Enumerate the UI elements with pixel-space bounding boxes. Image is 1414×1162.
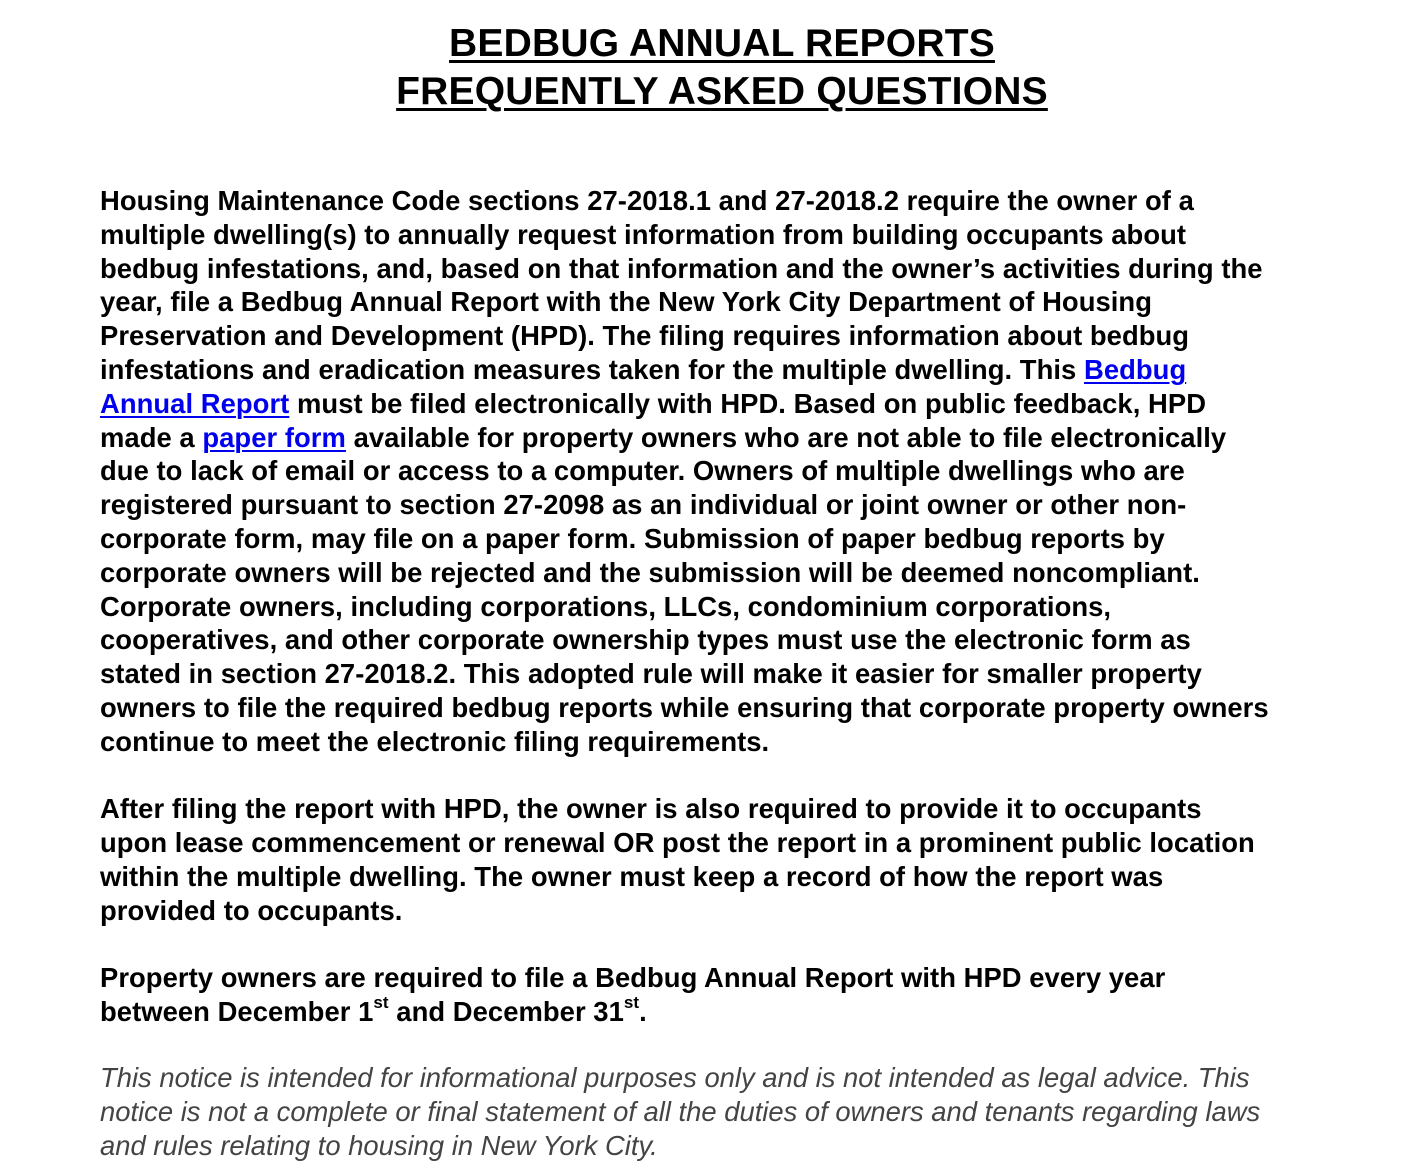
text-segment: between December 1 (100, 996, 374, 1028)
text-line: Housing Maintenance Code sections 27-2018.1 and 27-2018.2 require the owner of a (100, 185, 1194, 216)
text-line: cooperatives, and other corporate ownership types must use the electronic form as (100, 624, 1191, 656)
text-line: owners to file the required bedbug reports while ensuring that corporate property owners (100, 691, 1269, 723)
bedbug-annual-report-link[interactable]: Bedbug (1083, 353, 1187, 385)
body-text (100, 184, 1370, 1029)
title-line-1 (0, 20, 1414, 68)
page-title (0, 20, 1414, 116)
title-line-2 (0, 68, 1414, 116)
text-segment: made a (100, 421, 203, 453)
text-line: After filing the report with HPD, the owner is also required to provide it to occupants (100, 793, 1202, 825)
text-line (100, 353, 1370, 387)
text-line: stated in section 27-2018.2. This adopted rule will make it easier for smaller property (100, 658, 1202, 690)
notice-line: This notice is intended for informational purposes only and is not intended as legal advice. This (100, 1062, 1250, 1093)
text-line: corporate form, may file on a paper form. Submission of paper bedbug reports by (100, 522, 1165, 554)
text-line: Corporate owners, including corporations, LLCs, condominium corporations, (100, 590, 1112, 622)
text-line: upon lease commencement or renewal OR post the report in a prominent public location (100, 827, 1255, 859)
text-segment: infestations and eradication measures taken for the multiple dwelling. This (100, 353, 1084, 385)
text-line: continue to meet the electronic filing requirements. (100, 725, 770, 757)
title-text-2: FREQUENTLY ASKED QUESTIONS (396, 70, 1048, 113)
title-text-1: BEDBUG ANNUAL REPORTS (449, 22, 995, 65)
ordinal-suffix: st (373, 993, 389, 1012)
text-line: within the multiple dwelling. The owner must keep a record of how the report was (100, 860, 1164, 892)
text-line: bedbug infestations, and, based on that information and the owner’s activities during the (100, 252, 1263, 284)
legal-notice (100, 1061, 1390, 1162)
text-line (100, 995, 1370, 1029)
text-line: Preservation and Development (HPD). The filing requires information about bedbug (100, 320, 1190, 352)
ordinal-suffix: st (623, 993, 640, 1012)
notice-line: and rules relating to housing in New York City. (100, 1129, 658, 1161)
text-line (100, 387, 1370, 421)
paragraph-spacer (100, 759, 1370, 793)
text-segment: and December 31 (388, 996, 624, 1028)
bedbug-annual-report-link-continued[interactable]: Annual Report (100, 387, 290, 419)
text-segment: available for property owners who are not able to file electronically (345, 421, 1227, 453)
notice-line: notice is not a complete or final statement of all the duties of owners and tenants regarding laws (100, 1095, 1261, 1127)
paper-form-link[interactable]: paper form (202, 421, 346, 453)
text-line: registered pursuant to section 27-2098 as an individual or joint owner or other non- (100, 489, 1187, 521)
text-segment: must be filed electronically with HPD. Based on public feedback, HPD (289, 387, 1207, 419)
text-segment: . (639, 996, 647, 1028)
paragraph-intro (100, 184, 1370, 759)
text-line: due to lack of email or access to a computer. Owners of multiple dwellings who are (100, 455, 1185, 487)
text-line: multiple dwelling(s) to annually request information from building occupants about (100, 218, 1187, 250)
text-line: provided to occupants. (100, 894, 403, 926)
text-line: year, file a Bedbug Annual Report with the New York City Department of Housing (100, 286, 1152, 318)
text-line (100, 421, 1370, 455)
paragraph-deadline (100, 961, 1370, 1029)
paragraph-spacer (100, 928, 1370, 962)
text-line: corporate owners will be rejected and the submission will be deemed noncompliant. (100, 556, 1200, 588)
paragraph-distribution (100, 792, 1370, 927)
text-line: Property owners are required to file a Bedbug Annual Report with HPD every year (100, 962, 1166, 994)
